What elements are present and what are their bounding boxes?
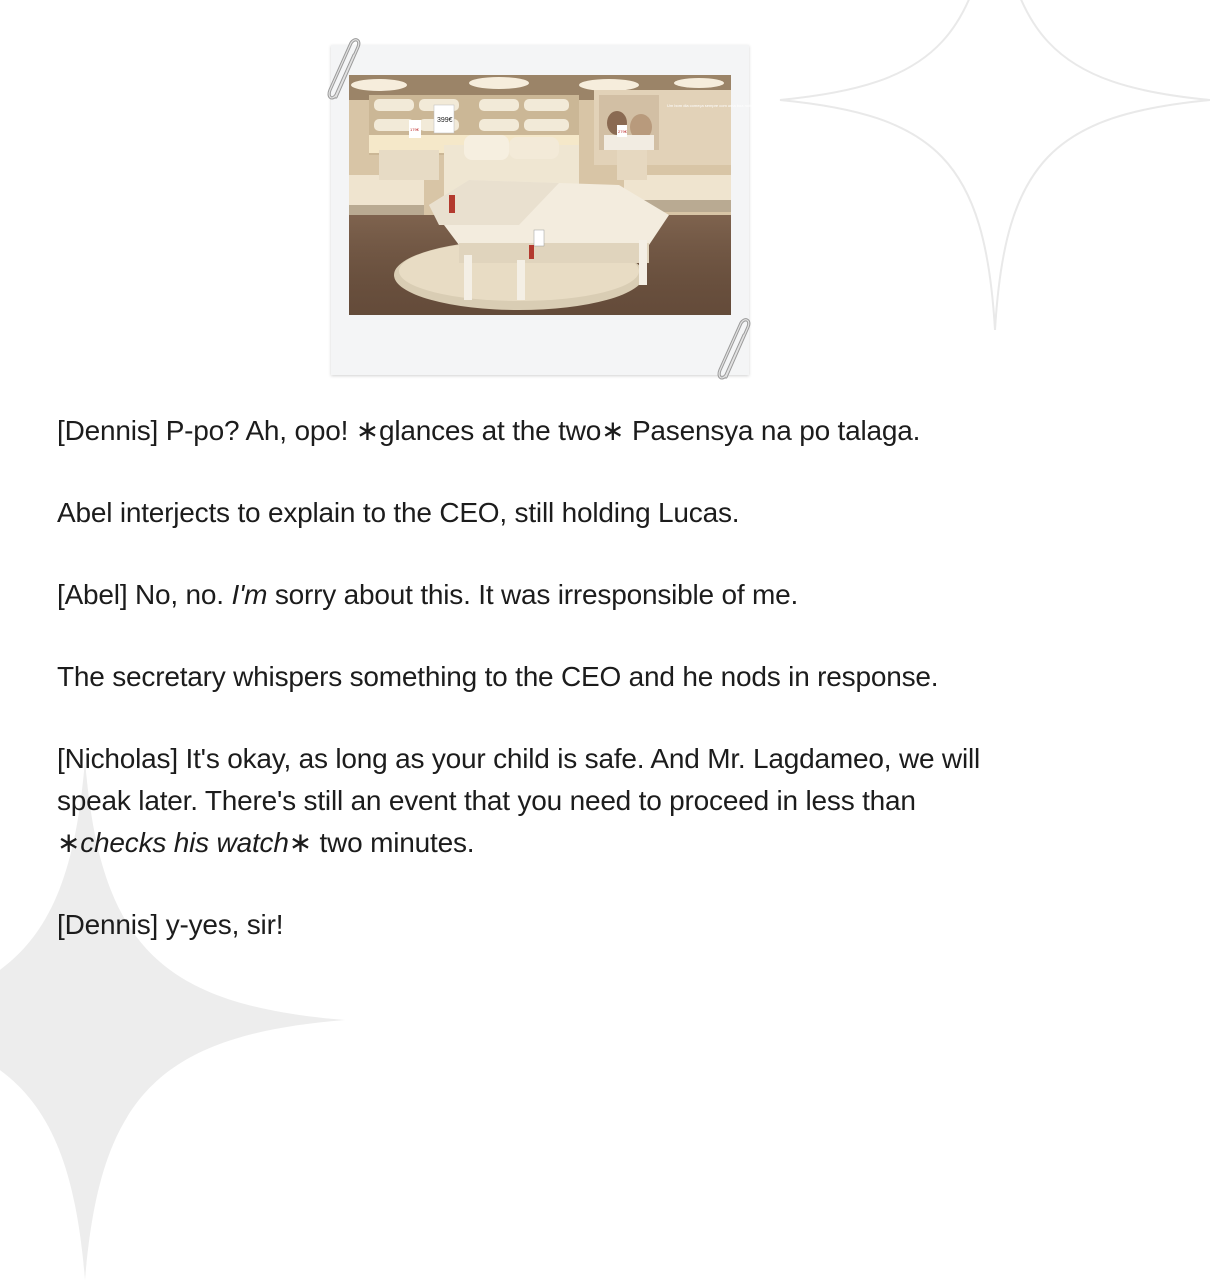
dialogue-text: sorry about this. It was irresponsible of me. <box>267 579 799 610</box>
dialogue-text: Pasensya na po talaga. <box>624 415 921 446</box>
bedroom-showroom-photo <box>349 75 770 315</box>
dialogue-abel <box>57 574 1017 616</box>
paperclip-icon <box>712 315 758 385</box>
dialogue-text: [Dennis] P-po? Ah, opo! <box>57 415 356 446</box>
poster-sign-text: Um bom dia começa sempre com uma boa noite de sono! <box>667 103 770 108</box>
dialogue-dennis-2: [Dennis] y-yes, sir! <box>57 909 284 940</box>
action-text: ∗checks his watch∗ <box>57 827 312 858</box>
price-tag-large: 399€ <box>437 117 453 124</box>
narration-secretary: The secretary whispers something to the CEO and he nods in response. <box>57 661 939 692</box>
emphasis-text: I'm <box>231 579 268 610</box>
action-text: ∗glances at the two∗ <box>355 415 625 446</box>
dialogue-text: [Nicholas] It's okay, as long as your child is safe. And Mr. Lagdameo, we will speak later. There's still an event that you need to proceed in less than <box>57 743 981 816</box>
polaroid-frame <box>331 45 770 375</box>
dialogue-text: [Abel] No, no. <box>57 579 232 610</box>
star-decor-top-right <box>780 0 1210 330</box>
story-text <box>57 410 1017 986</box>
dialogue-dennis-1 <box>57 410 1017 452</box>
price-tag-right: 279€ <box>618 129 627 134</box>
price-tag-left: 179€ <box>410 127 419 132</box>
paperclip-icon <box>322 35 368 105</box>
dialogue-nicholas <box>57 738 1017 864</box>
narration-abel: Abel interjects to explain to the CEO, still holding Lucas. <box>57 497 740 528</box>
dialogue-text: two minutes. <box>311 827 475 858</box>
